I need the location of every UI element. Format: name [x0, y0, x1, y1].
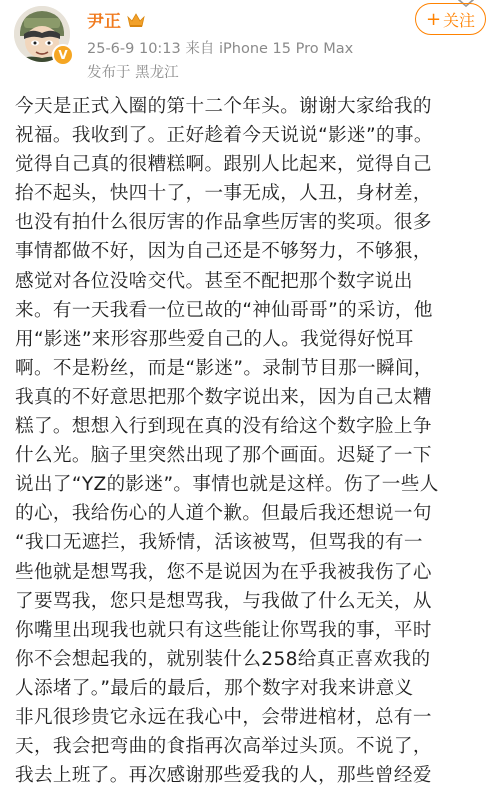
post-text-line: 了要骂我，您只是想骂我，与我做了什么无关，从	[15, 590, 432, 612]
post-body	[15, 92, 487, 790]
post-timestamp: 25-6-9 10:13	[87, 41, 181, 57]
author-name-row[interactable]	[87, 7, 145, 32]
post-text-line: 觉得自己真的很糟糕啊。跟别人比起来，觉得自己	[15, 154, 432, 176]
post-text-line: 你不会想起我的，就别装什么258给真正喜欢我的	[15, 648, 431, 670]
post-text-line: 些他就是想骂我，您不是说因为在乎我被我伤了心	[15, 561, 432, 583]
post-text-line: 也没有拍什么很厉害的作品拿些厉害的奖项。很多	[15, 212, 432, 234]
post-text-line: 来。有一天我看一位已故的“神仙哥哥”的采访，他	[15, 299, 433, 321]
plus-icon: +	[425, 8, 442, 30]
post-text-line: 事情都做不好，因为自己还是不够努力，不够狠，	[15, 241, 432, 263]
post-text-line: 说出了“YZ的影迷”。事情也就是这样。伤了一些人	[15, 474, 439, 496]
post-text-line: 非凡很珍贵它永远在我心中，会带进棺材，总有一	[15, 706, 432, 728]
crown-icon	[127, 12, 145, 28]
post-meta	[87, 37, 353, 58]
post-text-line: 糕了。想想入行到现在真的没有给这个数字脸上争	[15, 416, 432, 438]
post-text-line: “我口无遮拦，我矫情，活该被骂，但骂我的有一	[15, 532, 423, 554]
author-name[interactable]: 尹正	[87, 12, 121, 32]
post-location: 发布于 黑龙江	[87, 65, 179, 81]
post-text-line: 人添堵了。”最后的最后，那个数字对我来讲意义	[15, 677, 414, 699]
follow-button[interactable]	[415, 3, 486, 35]
post-text-line: 我去上班了。再次感谢那些爱我的人，那些曾经爱	[15, 765, 432, 787]
post-text-line: 的心，我给伤心的人道个歉。但最后我还想说一句	[15, 503, 432, 525]
post-text-line: 用“影迷”来形容那些爱自己的人。我觉得好悦耳	[15, 328, 414, 350]
post-text-line: 我真的不好意思把那个数字说出来，因为自己太糟	[15, 386, 432, 408]
post-text-line: 今天是正式入圈的第十二个年头。谢谢大家给我的	[15, 96, 432, 117]
post-text-line: 天，我会把弯曲的食指再次高举过头顶。不说了，	[15, 736, 432, 758]
post-text-line: 感觉对各位没啥交代。甚至不配把那个数字说出	[15, 270, 413, 292]
post-text-line: 祝福。我收到了。正好趁着今天说说“影迷”的事。	[15, 125, 433, 147]
post-text-line: 抬不起头，快四十了，一事无成，人丑，身材差，	[15, 183, 432, 205]
post-source: 来自 iPhone 15 Pro Max	[185, 41, 354, 57]
post-text-line: 你嘴里出现我也就只有这些能让你骂我的事，平时	[15, 619, 432, 641]
post-text-line: 啊。不是粉丝，而是“影迷”。录制节目那一瞬间，	[15, 357, 433, 379]
verified-v-icon: V	[52, 44, 74, 66]
follow-label: 关注	[443, 10, 476, 30]
post-text-line: 什么光。脑子里突然出现了那个画面。迟疑了一下	[15, 445, 432, 467]
